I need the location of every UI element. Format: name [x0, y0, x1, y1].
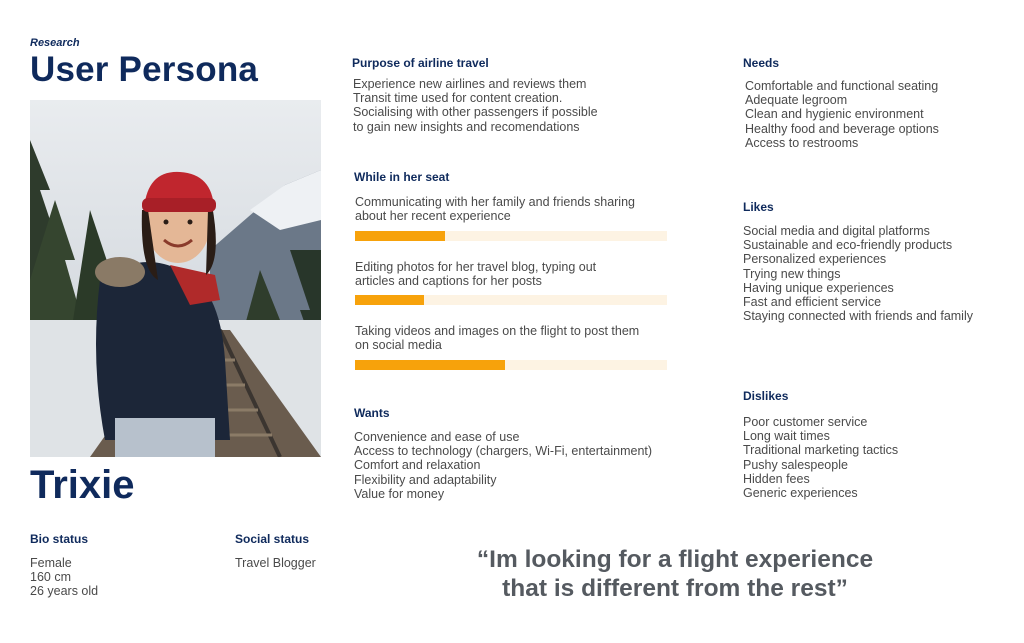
- wants-list: [354, 430, 652, 501]
- social-status-list: [235, 556, 316, 570]
- dislikes-item: Hidden fees: [743, 471, 810, 486]
- likes-list: [743, 224, 973, 323]
- seat-activity-text: articles and captions for her posts: [355, 274, 542, 289]
- dislikes-list: [743, 415, 898, 500]
- seat-activity-3-fill: [355, 360, 505, 370]
- needs-item: Comfortable and functional seating: [745, 79, 939, 93]
- purpose-heading: Purpose of airline travel: [352, 56, 489, 70]
- page-title: User Persona: [30, 50, 259, 89]
- wants-item: Comfort and relaxation: [354, 458, 481, 473]
- seat-activity-1-fill: [355, 231, 445, 241]
- dislikes-item: Pushy salespeople: [743, 457, 848, 472]
- persona-quote: [420, 545, 930, 603]
- likes-item: Trying new things: [743, 266, 841, 281]
- quote-line-1: “Im looking for a flight experience: [476, 546, 874, 573]
- quote-line-2: that is different from the rest”: [502, 575, 848, 602]
- social-status-heading: Social status: [235, 532, 310, 546]
- likes-item: Sustainable and eco-friendly products: [743, 238, 953, 253]
- persona-photo: [30, 100, 321, 457]
- purpose-line: to gain new insights and recomendations: [353, 119, 580, 134]
- seat-activity-2-bar: [355, 295, 667, 305]
- seat-activity-1-bar: [355, 231, 667, 241]
- section-eyebrow: Research: [30, 37, 80, 49]
- seat-heading: While in her seat: [354, 170, 450, 184]
- purpose-line: Transit time used for content creation.: [353, 91, 563, 106]
- seat-activity-text: about her recent experience: [355, 209, 511, 224]
- dislikes-item: Generic experiences: [743, 486, 858, 501]
- social-occupation: Travel Blogger: [235, 556, 316, 570]
- likes-item: Staying connected with friends and family: [743, 309, 973, 324]
- purpose-list: [353, 77, 598, 134]
- seat-activity-text: Taking videos and images on the flight to post them: [355, 324, 640, 338]
- wants-item: Flexibility and adaptability: [354, 472, 497, 487]
- seat-activity-1: [355, 195, 635, 223]
- bio-age: 26 years old: [30, 584, 99, 599]
- seat-activity-2-fill: [355, 295, 424, 305]
- seat-activity-text: on social media: [355, 338, 442, 353]
- likes-item: Fast and efficient service: [743, 295, 882, 310]
- needs-item: Access to restrooms: [745, 135, 859, 150]
- needs-item: Adequate legroom: [745, 93, 848, 108]
- bio-height: 160 cm: [30, 570, 71, 585]
- wants-heading: Wants: [354, 406, 390, 420]
- wants-item: Value for money: [354, 486, 445, 501]
- likes-heading: Likes: [743, 200, 774, 214]
- seat-activity-2: [355, 260, 596, 288]
- wants-item: Access to technology (chargers, Wi-Fi, entertainment): [354, 444, 653, 459]
- dislikes-heading: Dislikes: [743, 389, 789, 403]
- seat-activity-3: [355, 324, 639, 352]
- needs-item: Healthy food and beverage options: [745, 121, 939, 136]
- purpose-line: Socialising with other passengers if possible: [353, 105, 598, 120]
- likes-item: Personalized experiences: [743, 252, 887, 267]
- wants-item: Convenience and ease of use: [354, 430, 520, 444]
- likes-item: Social media and digital platforms: [743, 224, 930, 238]
- persona-photo-illustration: [30, 100, 321, 457]
- needs-heading: Needs: [743, 56, 780, 70]
- likes-item: Having unique experiences: [743, 280, 894, 295]
- dislikes-item: Poor customer service: [743, 415, 868, 429]
- needs-list: [745, 79, 939, 150]
- persona-name: Trixie: [30, 463, 135, 507]
- needs-item: Clean and hygienic environment: [745, 107, 924, 122]
- bio-gender: Female: [30, 556, 72, 570]
- seat-activity-3-bar: [355, 360, 667, 370]
- dislikes-item: Traditional marketing tactics: [743, 443, 899, 458]
- bio-status-heading: Bio status: [30, 532, 89, 546]
- dislikes-item: Long wait times: [743, 429, 830, 444]
- seat-activity-text: Editing photos for her travel blog, typing out: [355, 260, 597, 274]
- purpose-line: Experience new airlines and reviews them: [353, 77, 587, 91]
- bio-status-list: [30, 556, 98, 599]
- seat-activity-text: Communicating with her family and friends sharing: [355, 195, 635, 209]
